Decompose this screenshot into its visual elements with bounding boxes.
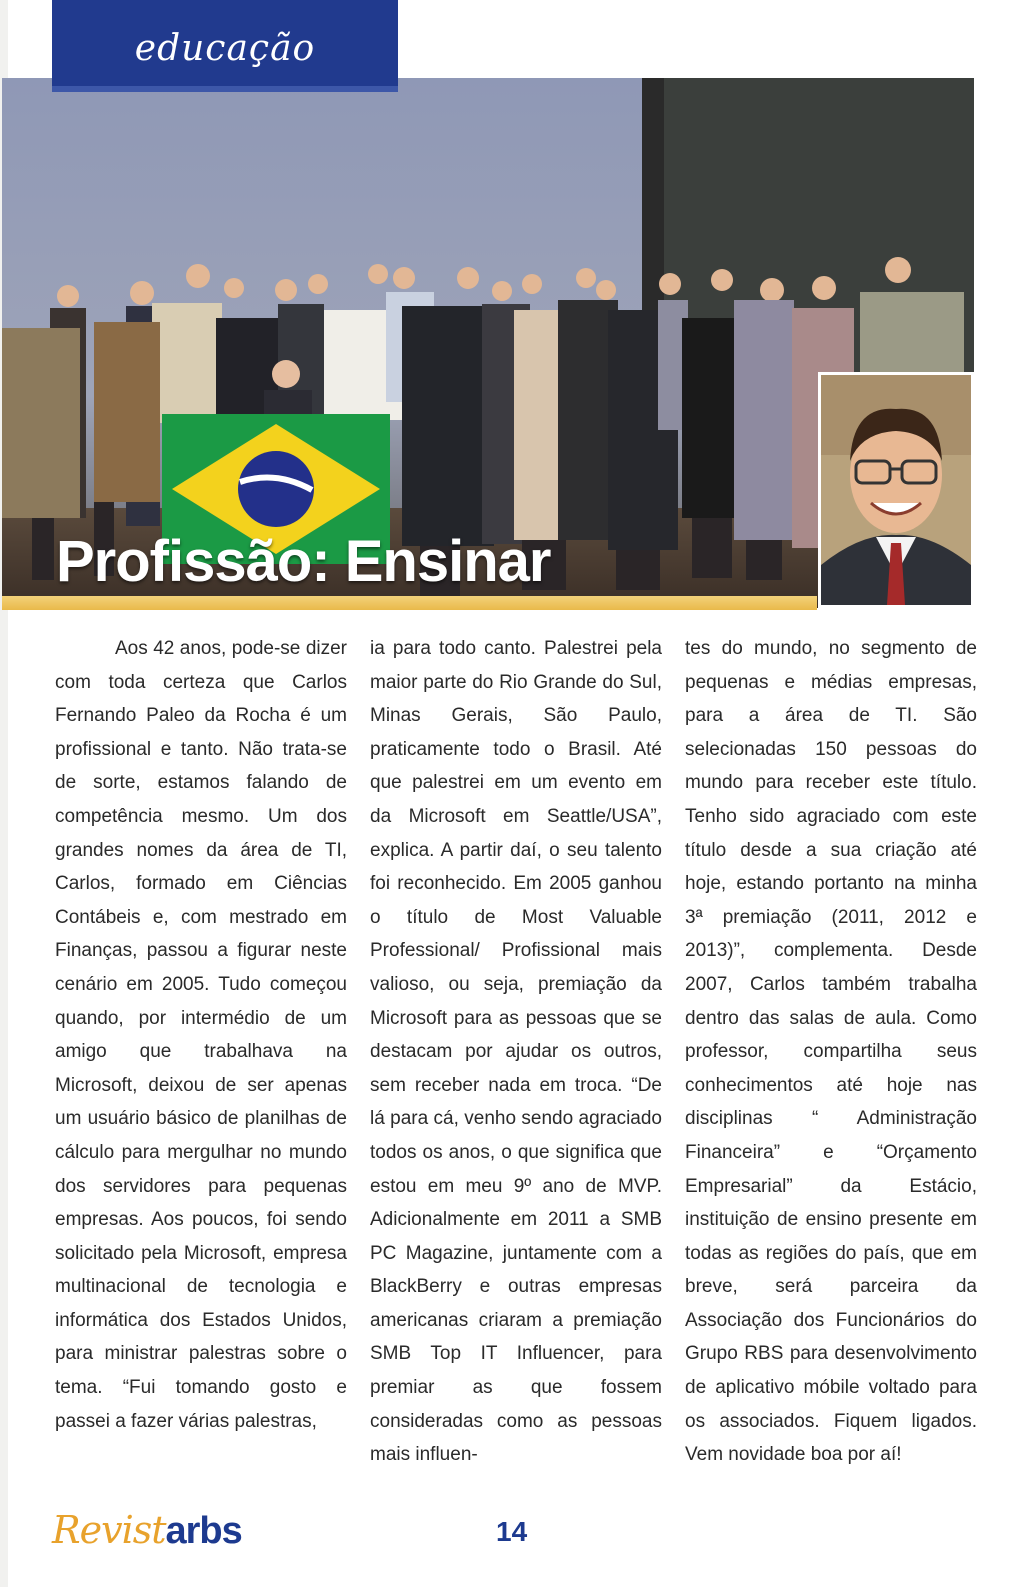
magazine-logo	[52, 1508, 242, 1553]
section-title: educação	[134, 28, 316, 69]
logo-part-arbs: arbs	[165, 1510, 242, 1552]
page-number: 14	[496, 1516, 528, 1547]
article-column-2: ia para todo canto. Palestrei pela maior parte do Rio Grande do Sul, Minas Gerais, São Paulo, praticamente todo o Brasil. Até que palestrei em um evento em da Microsoft em Seattle/USA”, explica. A partir daí, o seu talento foi reconhecido. Em 2005 ganhou o título de Most Valuable Professional/ Profissional mais valioso, ou seja, premiação da Microsoft para as pessoas que se destacam por ajudar os outros, sem receber nada em troca. “De lá para cá, venho sendo agraciado todos os anos, o que significa que estou em meu 9º ano de MVP. Adicionalmente em 2011 a SMB PC Magazine, juntamente com a BlackBerry e outras empresas americanas criaram a premiação SMB Top IT Influencer, para premiar as que fossem consideradas como as pessoas mais influen-	[370, 638, 662, 1466]
portrait-photo	[818, 372, 974, 608]
portrait-illustration	[821, 375, 971, 605]
article-headline: Profissão: Ensinar	[56, 529, 551, 594]
headline-rule	[2, 596, 817, 610]
article-column-1: Aos 42 anos, pode-se dizer com toda certeza que Carlos Fernando Paleo da Rocha é um profissional e tanto. Não trata-se de sorte, estamos falando de competência mesmo. Um dos grandes nomes da área de TI, Carlos, formado em Ciências Contábeis e, com mestrado em Finanças, passou a figurar neste cenário em 2005. Tudo começou quando, por intermédio de um amigo que trabalhava na Microsoft, deixou de ser apenas um usuário básico de planilhas de cálculo para mergulhar no mundo dos servidores para pequenas empresas. Aos poucos, foi sendo solicitado pela Microsoft, empresa multinacional de tecnologia e informática dos Estados Unidos, para ministrar palestras sobre o tema. “Fui tomando gosto e passei a fazer várias palestras,	[55, 638, 347, 1432]
section-header	[52, 0, 398, 92]
article-column-3: tes do mundo, no segmento de pequenas e médias empresas, para a área de TI. São selecionadas 150 pessoas do mundo para receber este título. Tenho sido agraciado com este título desde a sua criação até hoje, estando portanto na minha 3ª premiação (2011, 2012 e 2013)”, complementa. Desde 2007, Carlos também trabalha dentro das salas de aula. Como professor, compartilha seus conhecimentos até hoje nas disciplinas “ Administração Financeira” e “Orçamento Empresarial” da Estácio, instituição de ensino presente em todas as regiões do país, que em breve, será parceira da Associação dos Funcionários do Grupo RBS para desenvolvimento de aplicativo móbile voltado para os associados. Fiquem ligados. Vem novidade boa por aí!	[685, 638, 977, 1466]
logo-part-revist: Revist	[52, 1508, 166, 1552]
